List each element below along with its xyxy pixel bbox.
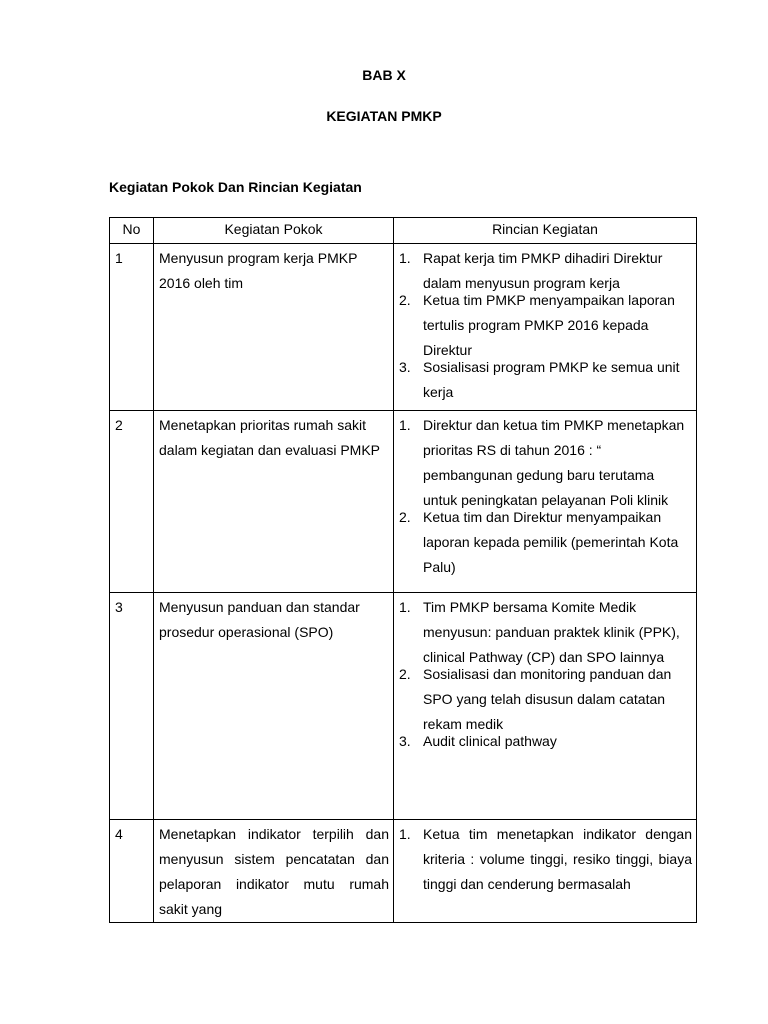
activities-table: [109, 217, 697, 923]
list-number: 1.: [399, 599, 411, 615]
rincian-kegiatan-cell: [394, 244, 697, 411]
list-text: Sosialisasi dan monitoring panduan dan SPO yang telah disusun dalam catatan rekam medik: [423, 666, 672, 732]
list-text: Tim PMKP bersama Komite Medik menyusun: panduan praktek klinik (PPK), clinical Pathway (CP) dan SPO lainnya: [423, 599, 680, 665]
list-text: Ketua tim menetapkan indikator dengan kriteria : volume tinggi, resiko tinggi, biaya tinggi dan cenderung bermasalah: [423, 826, 692, 892]
list-text: Sosialisasi program PMKP ke semua unit kerja: [423, 359, 680, 400]
row-number: 3: [110, 593, 154, 820]
list-number: 1.: [399, 250, 411, 266]
list-item: [399, 355, 692, 405]
list-text: Ketua tim dan Direktur menyampaikan laporan kepada pemilik (pemerintah Kota Palu): [423, 509, 679, 575]
kegiatan-pokok-text: Menetapkan indikator terpilih dan menyusun sistem pencatatan dan pelaporan indikator mutu rumah sakit yang: [159, 826, 389, 917]
rincian-kegiatan-cell: [394, 593, 697, 820]
row-number: 1: [110, 244, 154, 411]
list-text: Audit clinical pathway: [423, 733, 557, 749]
rincian-list: [399, 595, 692, 754]
table-row: [110, 244, 697, 411]
row-number: 2: [110, 411, 154, 593]
rincian-list: [399, 822, 692, 897]
list-item: [399, 822, 692, 897]
list-number: 2.: [399, 666, 411, 682]
header-kegiatan-pokok: Kegiatan Pokok: [154, 218, 394, 244]
table-header-row: [110, 218, 697, 244]
list-item: [399, 505, 692, 580]
rincian-kegiatan-cell: [394, 820, 697, 923]
list-number: 1.: [399, 417, 411, 433]
list-number: 1.: [399, 826, 411, 842]
kegiatan-pokok-cell: Menyusun panduan dan standar prosedur operasional (SPO): [154, 593, 394, 820]
rincian-list: [399, 246, 692, 405]
table-row: [110, 411, 697, 593]
header-no: No: [110, 218, 154, 244]
list-item: [399, 595, 692, 670]
table-row: [110, 593, 697, 820]
list-item: [399, 729, 692, 754]
rincian-list: [399, 413, 692, 580]
row-number: 4: [110, 820, 154, 923]
header-rincian-kegiatan: Rincian Kegiatan: [394, 218, 697, 244]
list-text: Rapat kerja tim PMKP dihadiri Direktur dalam menyusun program kerja: [423, 250, 663, 291]
list-item: [399, 413, 692, 513]
section-title: Kegiatan Pokok Dan Rincian Kegiatan: [109, 179, 362, 195]
list-item: [399, 662, 692, 737]
chapter-title: KEGIATAN PMKP: [326, 108, 442, 124]
list-text: Ketua tim PMKP menyampaikan laporan tertulis program PMKP 2016 kepada Direktur: [423, 292, 675, 358]
rincian-kegiatan-cell: [394, 411, 697, 593]
list-item: [399, 288, 692, 363]
kegiatan-pokok-cell: Menetapkan prioritas rumah sakit dalam kegiatan dan evaluasi PMKP: [154, 411, 394, 593]
kegiatan-pokok-cell: [154, 820, 394, 923]
kegiatan-pokok-cell: Menyusun program kerja PMKP 2016 oleh tim: [154, 244, 394, 411]
chapter-number: BAB X: [362, 67, 406, 83]
table-row: [110, 820, 697, 923]
list-number: 2.: [399, 509, 411, 525]
list-number: 3.: [399, 733, 411, 749]
list-number: 2.: [399, 292, 411, 308]
list-number: 3.: [399, 359, 411, 375]
list-text: Direktur dan ketua tim PMKP menetapkan prioritas RS di tahun 2016 : “ pembangunan gedung baru terutama untuk peningkatan pelayanan Poli klinik: [423, 417, 685, 508]
